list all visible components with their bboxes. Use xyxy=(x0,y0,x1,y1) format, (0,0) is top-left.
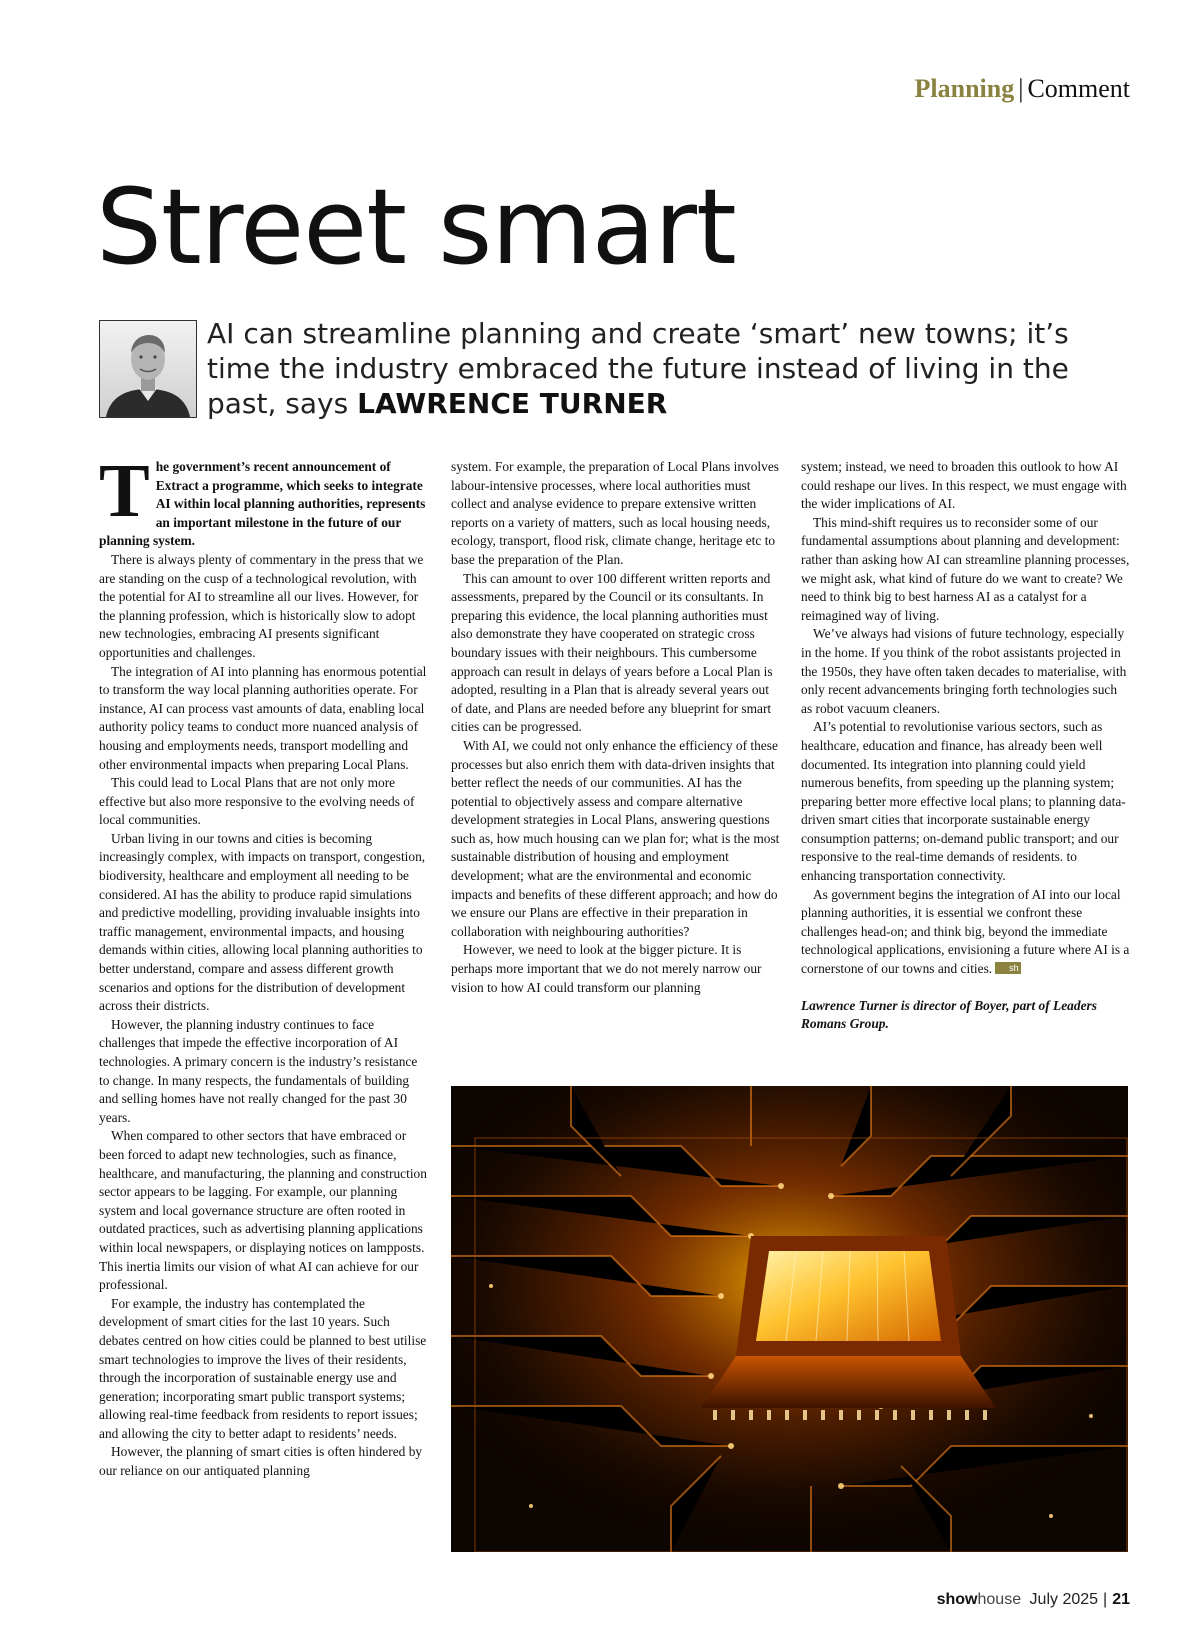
lead-paragraph xyxy=(99,449,429,551)
circuit-chip-illustration xyxy=(451,1086,1128,1552)
magazine-brand-light: house xyxy=(977,1591,1022,1608)
body-paragraph: However, the planning of smart cities is often hindered by our reliance on our antiquated planning xyxy=(99,1444,423,1479)
body-paragraph-continued: system. For example, the preparation of Local Plans involves labour-intensive processes, where local authorities must collect and analyse evidence to prepare extensive written reports on a variety of matters, such as local housing needs, ecology, transport, flood risk, climate change, heritage etc to base the preparation of the Plan. xyxy=(451,459,779,567)
author-photo-graphic xyxy=(100,321,196,417)
page-footer xyxy=(937,1591,1130,1609)
article-column-1 xyxy=(99,449,429,1481)
closing-text: As government begins the integration of AI into our local planning authorities, it is essential we confront these challenges head-on; and think big, beyond the immediate technological applications, envisioning a future where AI is a cornerstone of our towns and cities. xyxy=(801,886,1130,977)
body-paragraph: The integration of AI into planning has enormous potential to transform the way local planning authorities operate. For instance, AI can process vast amounts of data, enabling local authority policy teams to conduct more nuanced analysis of housing and employments needs, transport modelling and other environmental impacts when preparing Local Plans. xyxy=(99,663,427,772)
body-paragraph-continued: system; instead, we need to broaden this outlook to how AI could reshape our lives. In this respect, we must engage with the wider implications of AI. xyxy=(801,459,1127,512)
standfirst xyxy=(207,316,1107,421)
author-portrait xyxy=(99,320,197,418)
drop-cap: T xyxy=(99,449,150,533)
body-paragraph: With AI, we could not only enhance the efficiency of these processes but also enrich them with data-driven insights that better reflect the needs of our communities. AI has the potential to objectively assess and compare alternative development strategies in Local Plans, answering questions such as, how much housing can we plan for; what is the most sustainable distribution of housing and employment development; what are the environmental and economic impacts and benefits of these different approach; and how do we ensure our Plans are effective in their preparation in collaboration with neighbouring authorities? xyxy=(451,737,780,939)
body-paragraph: This can amount to over 100 different written reports and assessments, prepared by the Council or its consultants. In preparing this evidence, the local planning authorities must also demonstrate they have cooperated on strategic cross boundary issues with their neighbours. This cumbersome approach can result in delays of years before a Local Plan is adopted, resulting in a Plan that is already several years out of date, and Plans are needed before any blueprint for smart cities can be progressed. xyxy=(451,570,773,735)
lead-text: he government’s recent announcement of Extract a programme, which seeks to integrate AI within local planning authorities, represents an important milestone in the future of our planning system. xyxy=(99,459,426,549)
body-paragraph: We’ve always had visions of future technology, especially in the home. If you think of the robot assistants projected in the 1950s, they have often taken decades to materialise, with only recent advancements bringing forth technologies such as robot vacuum cleaners. xyxy=(801,626,1127,716)
body-paragraph: For example, the industry has contemplated the development of smart cities for the last 10 years. Such debates centred on how cities could be planned to best utilise smart technologies to improve the lives of their residents, through the incorporation of sustainable energy use and generation; incorporating smart public transport systems; allowing real-time feedback from residents to report issues; and allowing the city to better adapt to residents’ needs. xyxy=(99,1295,427,1441)
end-mark: sh xyxy=(995,962,1021,974)
body-paragraph: This could lead to Local Plans that are not only more effective but also more responsive to the evolving needs of local communities. xyxy=(99,775,415,828)
issue-date: July 2025 xyxy=(1029,1591,1099,1608)
page-number: 21 xyxy=(1112,1591,1130,1608)
body-paragraph: This mind-shift requires us to reconsider some of our fundamental assumptions about planning and development: rather than asking how AI can streamline planning processes, we might ask, what kind of future do we want to create? We need to think big to best harness AI as a catalyst for a reimagined way of living. xyxy=(801,514,1130,623)
body-paragraph: Urban living in our towns and cities is becoming increasingly complex, with impacts on transport, congestion, biodiversity, healthcare and employment all needing to be considered. AI has the ability to produce rapid simulations and predictive modelling, providing invaluable insights into traffic management, environmental impacts, and housing demands within cities, allowing local planning authorities to better understand, compare and assess different growth scenarios and options for the distribution of development across their districts. xyxy=(99,830,426,1014)
section-divider: | xyxy=(1018,74,1024,103)
subsection-name: Comment xyxy=(1027,74,1130,103)
article-column-3 xyxy=(801,458,1131,1034)
magazine-brand-bold: show xyxy=(936,1591,978,1608)
body-paragraph: However, the planning industry continues to face challenges that impede the effective incorporation of AI technologies. A primary concern is the industry’s resistance to change. In many respects, the fundamentals of building and selling homes have not really changed for the past 30 years. xyxy=(99,1016,418,1125)
author-name: LAWRENCE TURNER xyxy=(357,387,668,420)
body-paragraph: AI’s potential to revolutionise various sectors, such as healthcare, education and finance, has already been well documented. Its integration into planning could yield numerous benefits, from speeding up the planning system; preparing better more effective local plans; to planning data-driven smart cities that incorporate sustainable energy consumption patterns; on-demand public transport; and our responsive to the real-time demands of residents. to enhancing transportation connectivity. xyxy=(801,719,1126,884)
body-paragraph: There is always plenty of commentary in the press that we are standing on the cusp of a technological revolution, with the potential for AI to streamline all our lives. However, for the planning profession, which is historically slow to adopt new technologies, embracing AI presents significant opportunities and challenges. xyxy=(99,551,424,660)
footer-separator: | xyxy=(1103,1591,1108,1608)
headline: Street smart xyxy=(96,166,736,288)
standfirst-text: AI can streamline planning and create ‘smart’ new towns; it’s time the industry embraced the future instead of living in the past, says xyxy=(207,317,1069,420)
section-name: Planning xyxy=(914,74,1015,103)
author-byline: Lawrence Turner is director of Boyer, part of Leaders Romans Group. xyxy=(801,997,1097,1032)
article-column-2 xyxy=(451,458,781,997)
body-paragraph: When compared to other sectors that have embraced or been forced to adapt new technologies, such as finance, healthcare, and manufacturing, the planning and construction sector appears to be lagging. For example, our planning system and local governance structure are often rooted in outdated practices, such as advertising planning applications within local newspapers, or displaying notices on lampposts. This inertia limits our vision of what AI can achieve for our professional. xyxy=(99,1128,427,1293)
circuit-chip-image xyxy=(451,1086,1128,1552)
body-paragraph: However, we need to look at the bigger picture. It is perhaps more important that we do not merely narrow our vision to how AI could transform our planning xyxy=(451,942,762,995)
closing-paragraph xyxy=(801,886,1131,979)
section-tag xyxy=(915,74,1131,104)
